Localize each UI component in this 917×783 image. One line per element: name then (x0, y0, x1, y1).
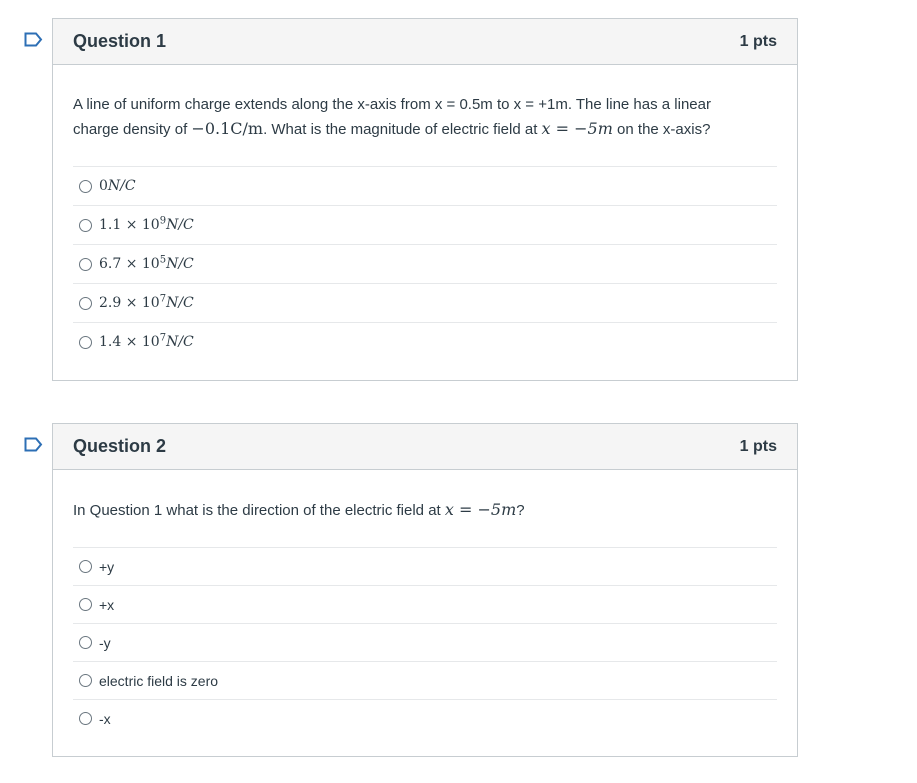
answer-label: $1.4 \times 10^7N/C$ (99, 332, 194, 350)
answer-label: $6.7 \times 10^5N/C$ (99, 254, 194, 272)
answer-option[interactable] (73, 166, 777, 205)
question-points: 1 pts (739, 437, 777, 455)
radio-button-icon[interactable] (79, 336, 92, 349)
radio-button-icon[interactable] (79, 258, 92, 271)
question-1 (52, 18, 798, 381)
radio-button-icon[interactable] (79, 560, 92, 573)
answer-label: -x (99, 710, 111, 727)
question-text: A line of uniform charge extends along the x-axis from x = 0.5m to x = +1m. The line has a linear charge density of −0.1C/m. What is the magnitude of electric field at x = −5m on the x-axis? (73, 96, 711, 138)
radio-button-icon[interactable] (79, 598, 92, 611)
answer-option[interactable] (73, 283, 777, 322)
question-2 (52, 423, 798, 757)
answer-option[interactable] (73, 623, 777, 661)
answer-label: -y (99, 634, 111, 651)
answer-label: +y (99, 558, 115, 575)
answer-option[interactable] (73, 205, 777, 244)
radio-button-icon[interactable] (79, 674, 92, 687)
answer-list (73, 166, 777, 361)
answer-label: +x (99, 596, 115, 613)
charge-density: −0.1C/m (191, 119, 264, 138)
answer-label: electric field is zero (99, 672, 219, 689)
answer-option[interactable] (73, 244, 777, 283)
answer-label: 0N/C (99, 178, 136, 194)
answer-option[interactable] (73, 699, 777, 737)
radio-button-icon[interactable] (79, 636, 92, 649)
answer-option[interactable] (73, 322, 777, 361)
question-text: In Question 1 what is the direction of the electric field at x = −5m? (73, 500, 525, 519)
bookmark-flag-icon[interactable] (24, 437, 43, 452)
answer-label: $2.9 \times 10^7N/C$ (99, 293, 194, 311)
position-value: x = −5m (541, 119, 613, 138)
answer-list (73, 547, 777, 737)
radio-button-icon[interactable] (79, 180, 92, 193)
radio-button-icon[interactable] (79, 219, 92, 232)
radio-button-icon[interactable] (79, 712, 92, 725)
answer-option[interactable] (73, 547, 777, 585)
radio-button-icon[interactable] (79, 297, 92, 310)
question-header (53, 19, 797, 65)
answer-option[interactable] (73, 661, 777, 699)
position-value: x = −5m (444, 500, 517, 519)
question-title: Question 1 (73, 31, 167, 51)
answer-option[interactable] (73, 585, 777, 623)
question-points: 1 pts (739, 32, 777, 50)
bookmark-flag-icon[interactable] (24, 32, 43, 47)
answer-label: $1.1 \times 10^9N/C$ (99, 215, 194, 233)
question-title: Question 2 (73, 436, 167, 456)
question-header (53, 424, 797, 470)
